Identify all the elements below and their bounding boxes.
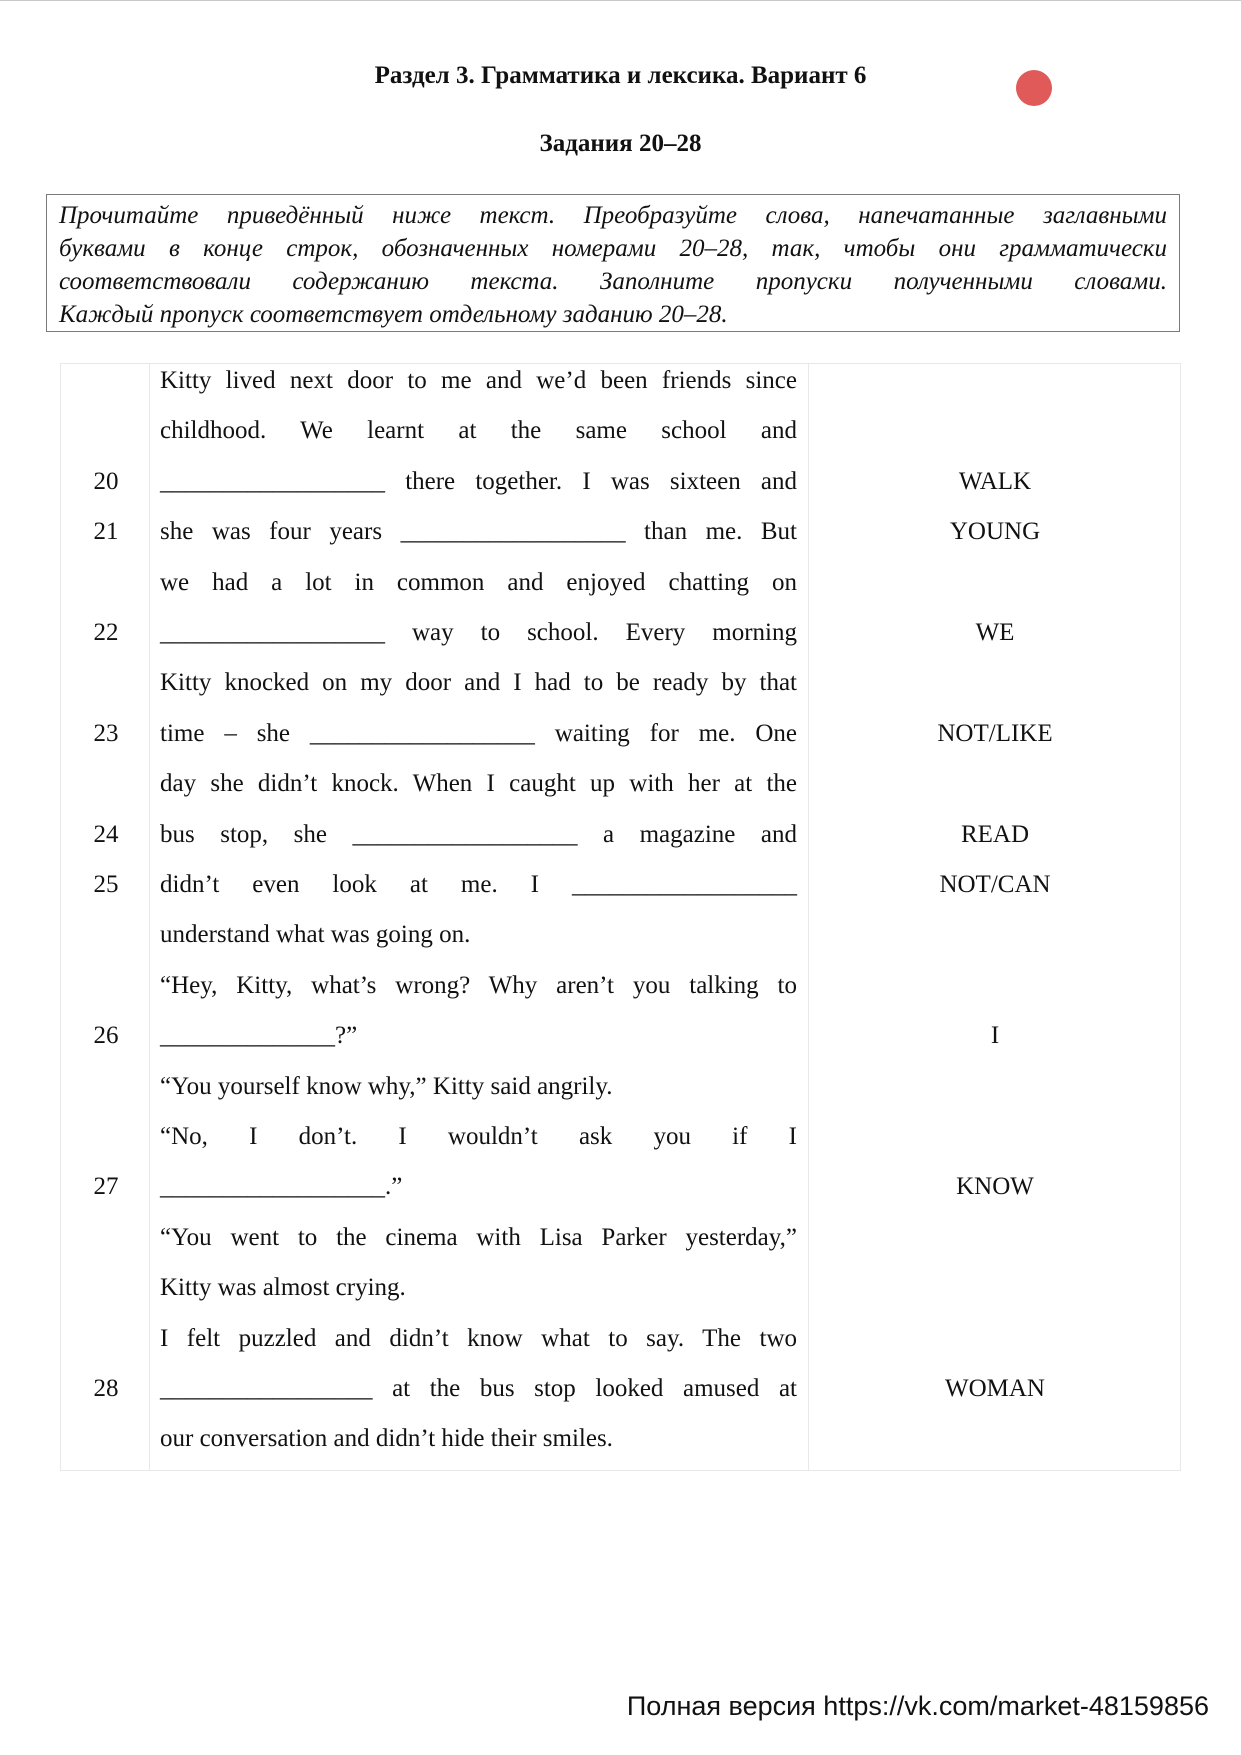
task-number <box>61 364 151 398</box>
task-number <box>61 1070 151 1104</box>
task-keyword <box>809 1120 1181 1154</box>
task-table <box>60 363 1181 1471</box>
task-keyword <box>809 1271 1181 1305</box>
instructions-line: Прочитайте приведённый ниже текст. Преобразуйте слова, напечатанные заглавными <box>59 202 1167 229</box>
task-keyword: I <box>990 1022 1000 1050</box>
task-text-line: “You went to the cinema with Lisa Parker yesterday,” <box>160 1223 797 1251</box>
task-keyword <box>809 1070 1181 1104</box>
task-text-line: childhood. We learnt at the same school and <box>160 417 797 445</box>
instructions-line: Каждый пропуск соответствует отдельному заданию 20–28. <box>59 301 728 328</box>
instructions-line: соответствовали содержанию текста. Заполните пропуски полученными словами. <box>59 268 1167 295</box>
page-subtitle: Задания 20–28 <box>539 130 702 157</box>
task-number <box>61 1120 151 1154</box>
task-number <box>61 1322 151 1356</box>
task-keyword: WOMAN <box>945 1375 1045 1402</box>
task-text-line: time – she __________________ waiting for me. One <box>160 719 797 747</box>
task-text-line: our conversation and didn’t hide their smiles. <box>160 1425 613 1453</box>
task-number: 22 <box>93 619 119 646</box>
task-text-line: day she didn’t knock. When I caught up with her at the <box>160 770 797 798</box>
task-number: 26 <box>93 1022 119 1050</box>
task-keyword: NOT/CAN <box>939 871 1051 898</box>
task-text-line: __________________ way to school. Every morning <box>160 619 797 646</box>
task-text-line: __________________.” <box>160 1173 403 1201</box>
task-keyword <box>809 566 1181 600</box>
task-text-line: Kitty lived next door to me and we’d been friends since <box>160 367 797 394</box>
task-number <box>61 767 151 801</box>
task-keyword: YOUNG <box>949 518 1041 546</box>
task-text-line: “You yourself know why,” Kitty said angrily. <box>160 1072 613 1100</box>
task-number <box>61 414 151 448</box>
instructions-line: буквами в конце строк, обозначенных номерами 20–28, так, чтобы они грамматически <box>59 235 1167 262</box>
task-keyword <box>809 918 1181 952</box>
page-title: Раздел 3. Грамматика и лексика. Вариант 6 <box>374 62 867 89</box>
task-number: 20 <box>93 467 119 495</box>
task-text-line: __________________ there together. I was sixteen and <box>160 467 797 495</box>
task-keyword <box>809 767 1181 801</box>
task-number: 25 <box>93 871 119 898</box>
task-text-line: bus stop, she __________________ a magazine and <box>160 820 797 848</box>
task-text-line: I felt puzzled and didn’t know what to say. The two <box>160 1324 797 1352</box>
task-number: 21 <box>93 518 119 546</box>
task-number <box>61 566 151 600</box>
task-text-line: Kitty was almost crying. <box>160 1274 406 1302</box>
task-number: 27 <box>93 1173 119 1201</box>
task-text-line: we had a lot in common and enjoyed chatting on <box>160 568 797 596</box>
task-number: 28 <box>93 1375 119 1402</box>
instructions-box <box>46 194 1180 332</box>
task-text-line: didn’t even look at me. I __________________ <box>160 871 797 898</box>
task-keyword <box>809 1422 1181 1456</box>
task-number <box>61 969 151 1003</box>
task-keyword <box>809 969 1181 1003</box>
record-dot-icon <box>1016 70 1052 106</box>
task-number <box>61 1271 151 1305</box>
task-number <box>61 1422 151 1456</box>
task-text-line: _________________ at the bus stop looked amused at <box>160 1375 797 1402</box>
task-keyword: NOT/LIKE <box>937 719 1053 747</box>
task-text-line: “Hey, Kitty, what’s wrong? Why aren’t you talking to <box>160 971 797 999</box>
task-keyword <box>809 666 1181 700</box>
task-number: 23 <box>93 719 119 747</box>
task-text-line: understand what was going on. <box>160 921 471 949</box>
task-keyword: WE <box>975 619 1015 646</box>
task-keyword <box>809 414 1181 448</box>
task-keyword <box>809 1322 1181 1356</box>
task-keyword <box>809 364 1181 398</box>
task-number: 24 <box>93 820 119 848</box>
task-text-line: “No, I don’t. I wouldn’t ask you if I <box>160 1123 797 1150</box>
task-number <box>61 1221 151 1255</box>
footer-link[interactable]: Полная версия https://vk.com/market-48159856 <box>626 1691 1209 1721</box>
task-text-line: ______________?” <box>160 1022 358 1050</box>
task-keyword: READ <box>960 820 1030 848</box>
task-number <box>61 666 151 700</box>
task-number <box>61 918 151 952</box>
top-rule <box>0 0 1241 1</box>
task-text-line: she was four years __________________ than me. But <box>160 518 797 546</box>
task-keyword <box>809 1221 1181 1255</box>
task-keyword: KNOW <box>956 1173 1034 1201</box>
task-keyword: WALK <box>958 467 1032 495</box>
task-text-line: Kitty knocked on my door and I had to be ready by that <box>160 669 797 697</box>
